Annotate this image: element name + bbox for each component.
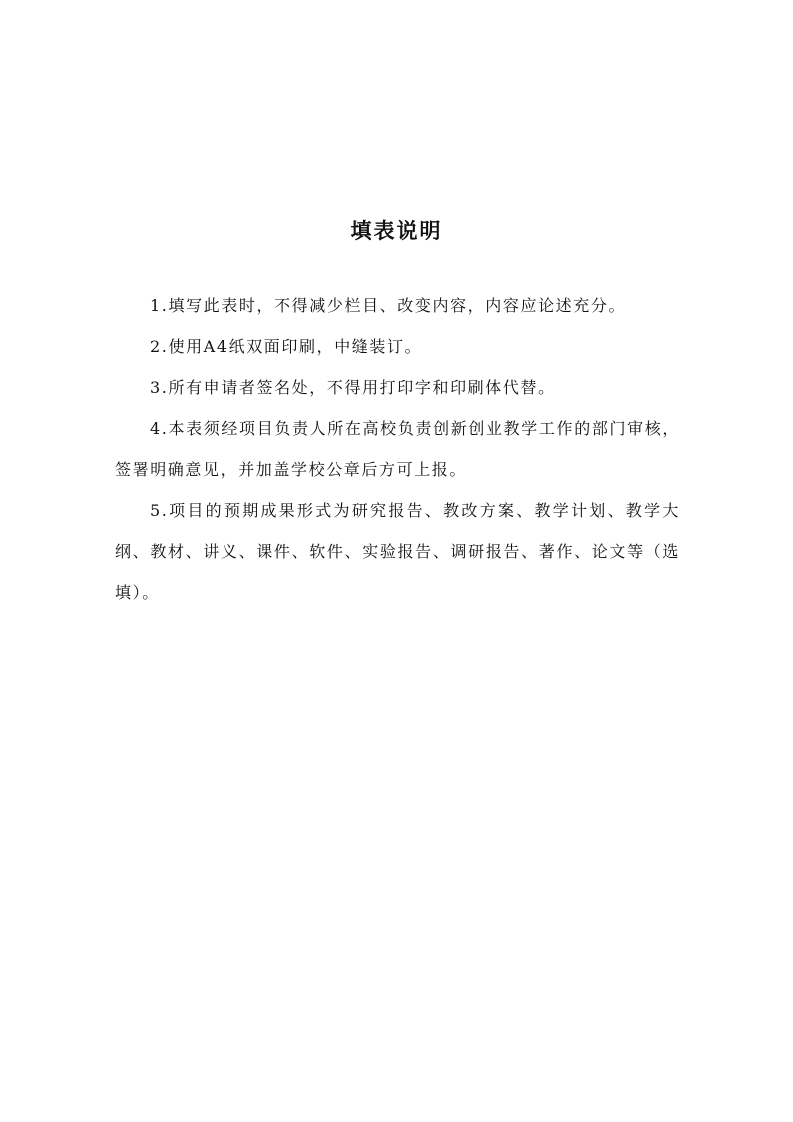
instruction-item-5: 5.项目的预期成果形式为研究报告、教改方案、教学计划、教学大纲、教材、讲义、课件、软件、实验报告、调研报告、著作、论文等（选填）。	[115, 501, 680, 602]
page-title: 填表说明	[350, 219, 443, 243]
instructions-list	[115, 285, 680, 613]
instruction-item-1: 1.填写此表时，不得减少栏目、改变内容，内容应论述充分。	[150, 296, 627, 315]
instruction-item-3: 3.所有申请者签名处，不得用打印字和印刷体代替。	[150, 378, 556, 397]
instruction-item-2: 2.使用A4纸双面印刷，中缝装订。	[150, 337, 423, 356]
instruction-item-4: 4.本表须经项目负责人所在高校负责创新创业教学工作的部门审核，签署明确意见，并加盖学校公章后方可上报。	[115, 419, 680, 479]
